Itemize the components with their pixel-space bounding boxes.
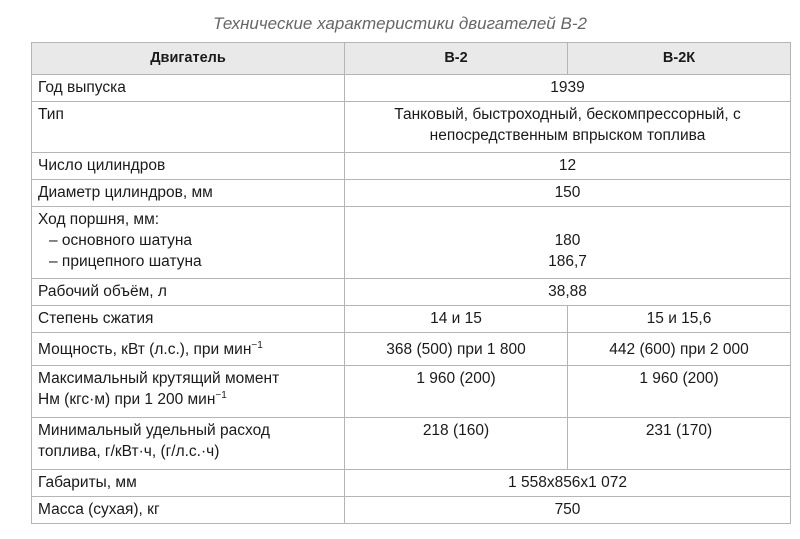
row-value-consumption-v2: 218 (160) <box>345 418 568 470</box>
torque-label-line2: Нм (кгс·м) при 1 200 мин <box>38 391 216 408</box>
table-row <box>32 102 791 153</box>
table-row <box>32 333 791 366</box>
stroke-label: Ход поршня, мм: <box>38 211 160 228</box>
torque-label-line1: Максимальный крутящий момент <box>38 370 280 387</box>
row-label-displacement: Рабочий объём, л <box>32 279 345 306</box>
row-label-stroke <box>32 207 345 279</box>
table-row <box>32 497 791 524</box>
power-sup: −1 <box>251 339 263 351</box>
header-v2: В-2 <box>345 43 568 75</box>
stroke-value-trailing: 186,7 <box>548 253 587 270</box>
row-label-power <box>32 333 345 366</box>
table-row <box>32 75 791 102</box>
row-label-bore: Диаметр цилиндров, мм <box>32 180 345 207</box>
row-value-power-v2k: 442 (600) при 2 000 <box>568 333 791 366</box>
row-value-torque-v2k: 1 960 (200) <box>568 366 791 418</box>
row-value-mass: 750 <box>345 497 791 524</box>
row-label-year: Год выпуска <box>32 75 345 102</box>
table-row <box>32 279 791 306</box>
torque-sup: −1 <box>215 389 227 401</box>
stroke-sub-trailing: – прицепного шатуна <box>49 253 202 270</box>
row-value-year: 1939 <box>345 75 791 102</box>
consumption-label-line1: Минимальный удельный расход <box>38 422 270 439</box>
engine-specs-table <box>31 42 791 524</box>
table-row <box>32 418 791 470</box>
row-value-cylinders: 12 <box>345 153 791 180</box>
stroke-value-main: 180 <box>554 232 581 249</box>
table-row <box>32 153 791 180</box>
consumption-label-line2: топлива, г/кВт·ч, (г/л.с.·ч) <box>38 443 220 460</box>
row-value-stroke <box>345 207 791 279</box>
row-label-type: Тип <box>32 102 345 153</box>
table-row <box>32 207 791 279</box>
header-v2k: В-2К <box>568 43 791 75</box>
table-header-row <box>32 43 791 75</box>
row-value-consumption-v2k: 231 (170) <box>568 418 791 470</box>
row-value-torque-v2: 1 960 (200) <box>345 366 568 418</box>
table-row <box>32 306 791 333</box>
table-row <box>32 180 791 207</box>
row-value-compression-v2: 14 и 15 <box>345 306 568 333</box>
table-row <box>32 470 791 497</box>
row-label-mass: Масса (сухая), кг <box>32 497 345 524</box>
row-value-displacement: 38,88 <box>345 279 791 306</box>
row-value-power-v2: 368 (500) при 1 800 <box>345 333 568 366</box>
row-label-torque <box>32 366 345 418</box>
header-engine: Двигатель <box>32 43 345 75</box>
row-value-type: Танковый, быстроходный, бескомпрессорный, с непосредственным впрыском топлива <box>345 102 791 153</box>
row-value-bore: 150 <box>345 180 791 207</box>
row-label-dimensions: Габариты, мм <box>32 470 345 497</box>
row-label-compression: Степень сжатия <box>32 306 345 333</box>
stroke-sub-main: – основного шатуна <box>49 232 193 249</box>
row-label-consumption <box>32 418 345 470</box>
power-label: Мощность, кВт (л.с.), при мин <box>38 340 252 358</box>
row-value-dimensions: 1 558х856х1 072 <box>345 470 791 497</box>
table-caption: Технические характеристики двигателей В-2 <box>213 14 587 33</box>
table-row <box>32 366 791 418</box>
row-label-cylinders: Число цилиндров <box>32 153 345 180</box>
row-value-compression-v2k: 15 и 15,6 <box>568 306 791 333</box>
